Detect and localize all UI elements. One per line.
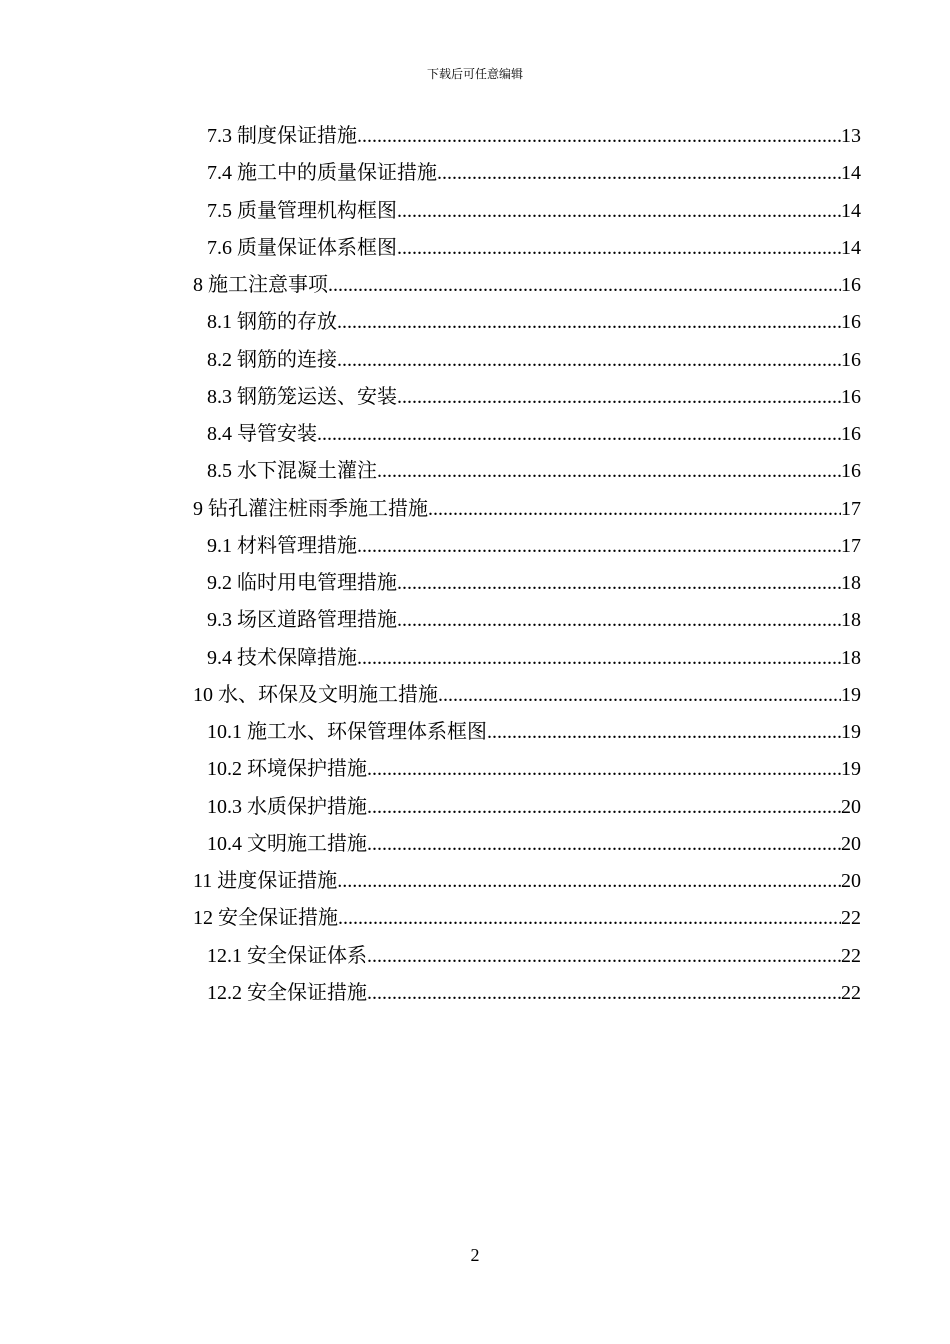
toc-entry[interactable]: [193, 714, 861, 751]
toc-entry-title: 10.4 文明施工措施: [207, 832, 367, 855]
toc-entry-page: 17: [841, 497, 861, 520]
toc-entry-page: 20: [841, 870, 861, 892]
toc-entry-title: 12 安全保证措施: [193, 907, 338, 930]
toc-entry-page: 17: [841, 534, 861, 557]
toc-entry[interactable]: [193, 900, 861, 937]
toc-entry[interactable]: [193, 304, 861, 341]
toc-entry-page: 20: [841, 795, 861, 818]
toc-dot-leader: [397, 379, 841, 416]
toc-dot-leader: [337, 863, 841, 900]
toc-dot-leader: [367, 789, 841, 826]
toc-entry-page: 16: [841, 385, 861, 408]
toc-entry-title: 8.1 钢筋的存放: [207, 311, 337, 334]
toc-dot-leader: [438, 677, 841, 714]
toc-dot-leader: [338, 900, 841, 937]
toc-entry[interactable]: [193, 640, 861, 677]
toc-entry[interactable]: [193, 975, 861, 1012]
toc-dot-leader: [357, 640, 841, 677]
toc-entry-title: 9.3 场区道路管理措施: [207, 609, 397, 632]
toc-entry-page: 19: [841, 683, 861, 706]
toc-entry-title: 8.4 导管安装: [207, 423, 317, 445]
toc-entry-title: 10.1 施工水、环保管理体系框图: [207, 721, 487, 743]
toc-entry[interactable]: [193, 118, 861, 155]
toc-entry[interactable]: [193, 677, 861, 714]
toc-entry[interactable]: [193, 416, 861, 453]
toc-entry-title: 8.2 钢筋的连接: [207, 348, 337, 371]
toc-entry[interactable]: [193, 826, 861, 863]
toc-entry[interactable]: [193, 342, 861, 379]
toc-entry[interactable]: [193, 267, 861, 304]
toc-entry[interactable]: [193, 528, 861, 565]
table-of-contents: [193, 118, 861, 1012]
toc-entry[interactable]: [193, 938, 861, 975]
toc-entry[interactable]: [193, 379, 861, 416]
toc-entry-title: 7.4 施工中的质量保证措施: [207, 162, 437, 185]
toc-dot-leader: [437, 155, 841, 192]
toc-entry-page: 18: [841, 609, 861, 632]
toc-dot-leader: [328, 267, 841, 304]
toc-entry-title: 8 施工注意事项: [193, 274, 328, 296]
toc-dot-leader: [337, 304, 841, 341]
toc-entry[interactable]: [193, 602, 861, 639]
toc-entry[interactable]: [193, 155, 861, 192]
toc-entry-title: 9.1 材料管理措施: [207, 534, 357, 557]
toc-entry-page: 19: [841, 721, 861, 743]
toc-entry-page: 22: [841, 944, 861, 967]
toc-entry-page: 18: [841, 646, 861, 669]
toc-entry[interactable]: [193, 230, 861, 267]
toc-entry-page: 18: [841, 572, 861, 594]
toc-entry[interactable]: [193, 789, 861, 826]
toc-entry-page: 13: [841, 125, 861, 147]
toc-entry-title: 9.4 技术保障措施: [207, 646, 357, 669]
toc-entry-title: 7.6 质量保证体系框图: [207, 236, 397, 259]
toc-entry-page: 22: [841, 981, 861, 1004]
toc-entry-page: 14: [841, 236, 861, 259]
toc-entry-page: 16: [841, 460, 861, 483]
toc-entry[interactable]: [193, 751, 861, 788]
toc-entry-title: 12.1 安全保证体系: [207, 944, 367, 967]
toc-entry-title: 9.2 临时用电管理措施: [207, 572, 397, 594]
toc-entry-page: 20: [841, 832, 861, 855]
toc-entry-title: 10.3 水质保护措施: [207, 795, 367, 818]
toc-dot-leader: [337, 342, 841, 379]
toc-entry[interactable]: [193, 863, 861, 900]
toc-entry[interactable]: [193, 193, 861, 230]
toc-dot-leader: [317, 416, 841, 453]
toc-entry-page: 16: [841, 348, 861, 371]
toc-dot-leader: [357, 528, 841, 565]
toc-dot-leader: [397, 230, 841, 267]
toc-entry-page: 22: [841, 907, 861, 930]
toc-dot-leader: [428, 491, 841, 528]
toc-entry-title: 9 钻孔灌注桩雨季施工措施: [193, 497, 428, 520]
toc-entry-page: 16: [841, 311, 861, 334]
page-number: 2: [470, 1245, 480, 1265]
toc-dot-leader: [377, 453, 841, 490]
toc-entry-page: 14: [841, 199, 861, 222]
toc-dot-leader: [357, 118, 841, 155]
toc-entry-title: 10.2 环境保护措施: [207, 758, 367, 781]
toc-entry-page: 19: [841, 758, 861, 781]
toc-dot-leader: [397, 193, 841, 230]
toc-dot-leader: [367, 751, 841, 788]
toc-dot-leader: [367, 826, 841, 863]
toc-entry-title: 7.3 制度保证措施: [207, 125, 357, 147]
page-header: 下载后可任意编辑: [426, 67, 523, 81]
toc-entry-title: 8.5 水下混凝土灌注: [207, 460, 377, 483]
toc-entry-title: 12.2 安全保证措施: [207, 981, 367, 1004]
toc-dot-leader: [397, 602, 841, 639]
toc-entry-page: 16: [841, 423, 861, 445]
toc-dot-leader: [397, 565, 841, 602]
toc-entry-title: 7.5 质量管理机构框图: [207, 199, 397, 222]
toc-dot-leader: [487, 714, 841, 751]
toc-dot-leader: [367, 975, 841, 1012]
toc-entry-title: 11 进度保证措施: [193, 870, 338, 892]
toc-entry-page: 16: [841, 274, 861, 296]
toc-dot-leader: [367, 938, 841, 975]
toc-entry[interactable]: [193, 453, 861, 490]
toc-entry-title: 10 水、环保及文明施工措施: [193, 683, 438, 706]
toc-entry[interactable]: [193, 491, 861, 528]
toc-entry-page: 14: [841, 162, 861, 185]
toc-entry[interactable]: [193, 565, 861, 602]
toc-entry-title: 8.3 钢筋笼运送、安装: [207, 385, 397, 408]
